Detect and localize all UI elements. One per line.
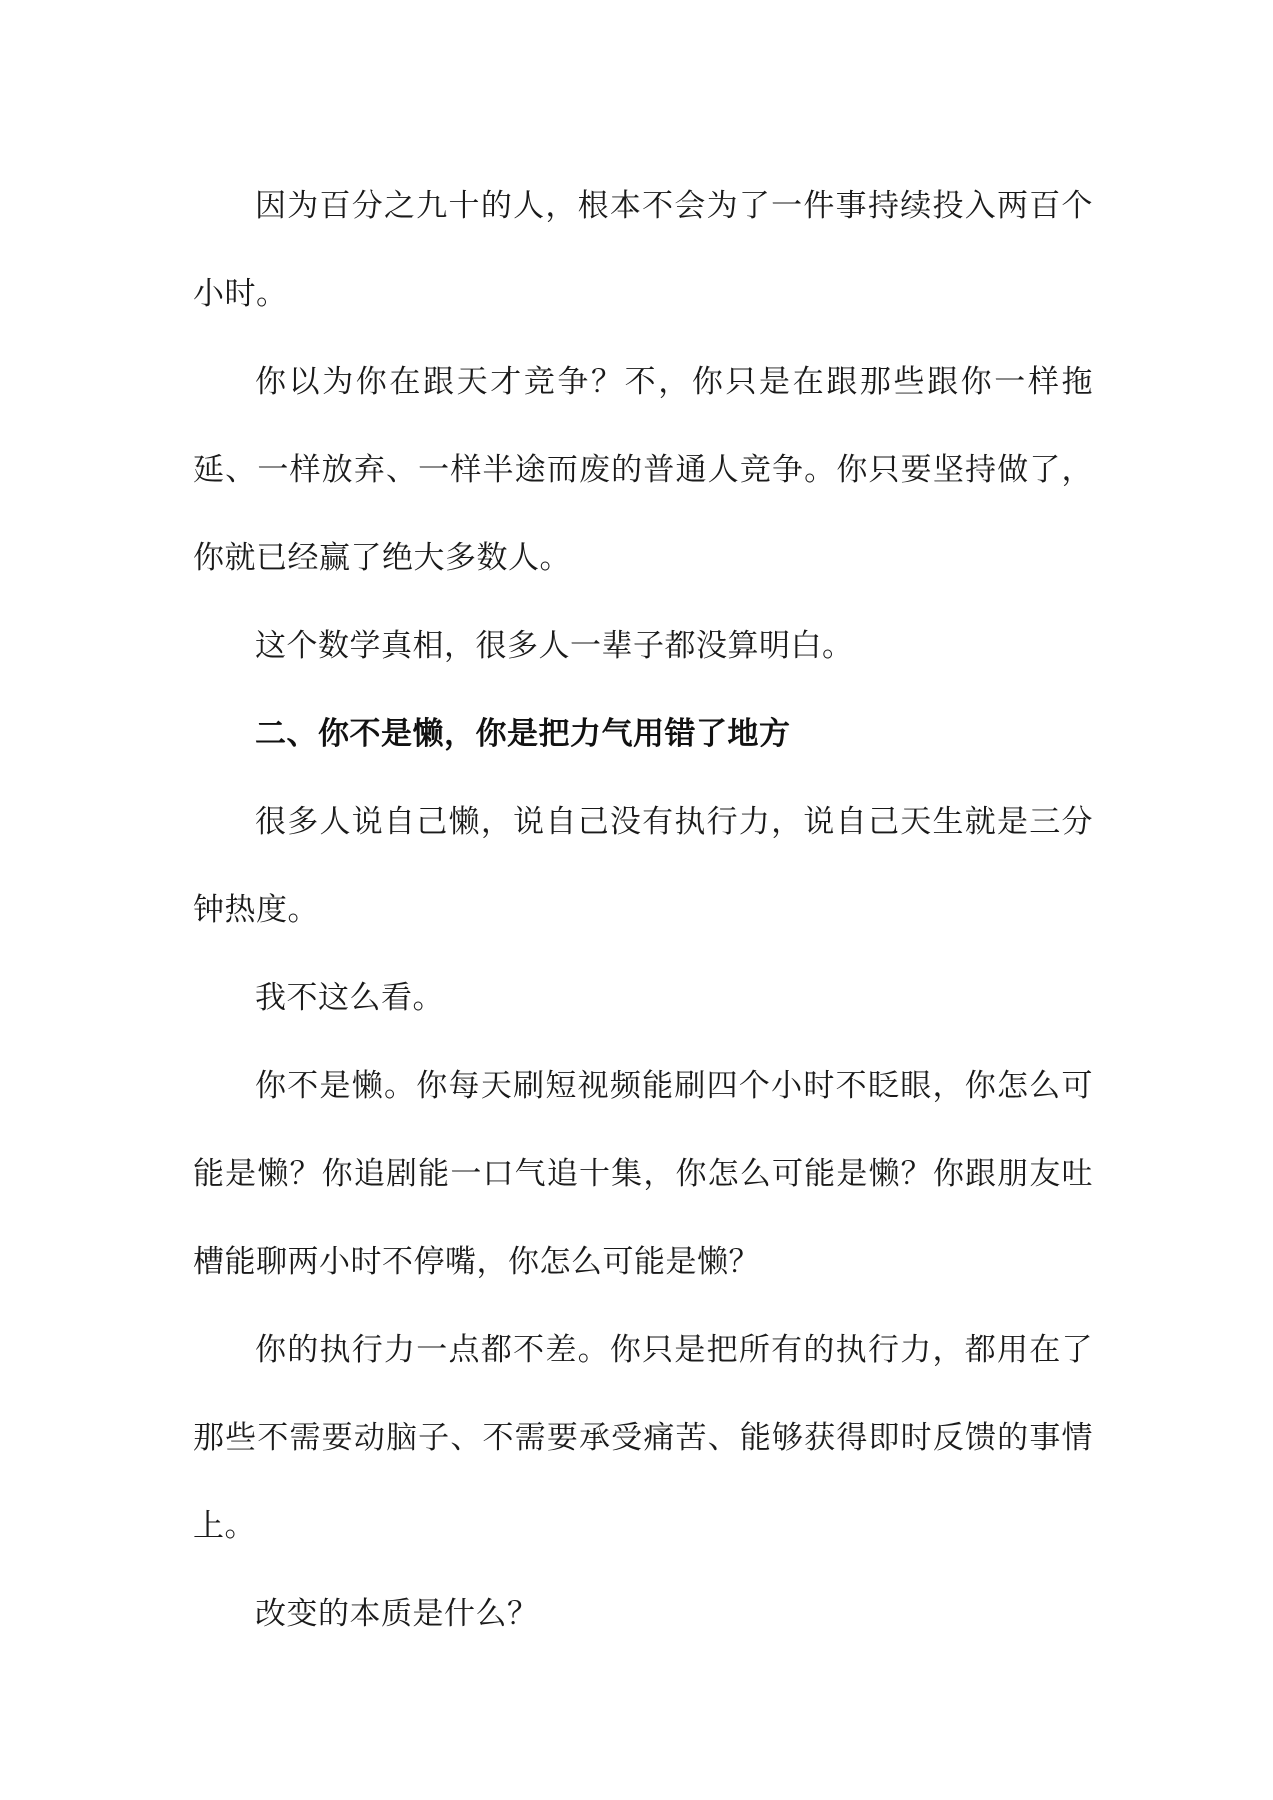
paragraph: 改变的本质是什么？	[255, 1596, 539, 1632]
document-body	[193, 162, 1093, 1658]
paragraph: 你以为你在跟天才竞争？不，你只是在跟那些跟你一样拖延、一样放弃、一样半途而废的普通人竞争。你只要坚持做了，你就已经赢了绝大多数人。	[193, 364, 1093, 576]
paragraph: 因为百分之九十的人，根本不会为了一件事持续投入两百个小时。	[193, 188, 1093, 312]
paragraph: 你的执行力一点都不差。你只是把所有的执行力，都用在了那些不需要动脑子、不需要承受痛苦、能够获得即时反馈的事情上。	[193, 1332, 1093, 1544]
paragraph: 我不这么看。	[255, 980, 444, 1016]
section-heading: 二、你不是懒，你是把力气用错了地方	[255, 716, 791, 752]
paragraph: 很多人说自己懒，说自己没有执行力，说自己天生就是三分钟热度。	[193, 804, 1093, 928]
paragraph: 这个数学真相，很多人一辈子都没算明白。	[255, 628, 854, 664]
paragraph: 你不是懒。你每天刷短视频能刷四个小时不眨眼，你怎么可能是懒？你追剧能一口气追十集，你怎么可能是懒？你跟朋友吐槽能聊两小时不停嘴，你怎么可能是懒？	[193, 1068, 1093, 1280]
